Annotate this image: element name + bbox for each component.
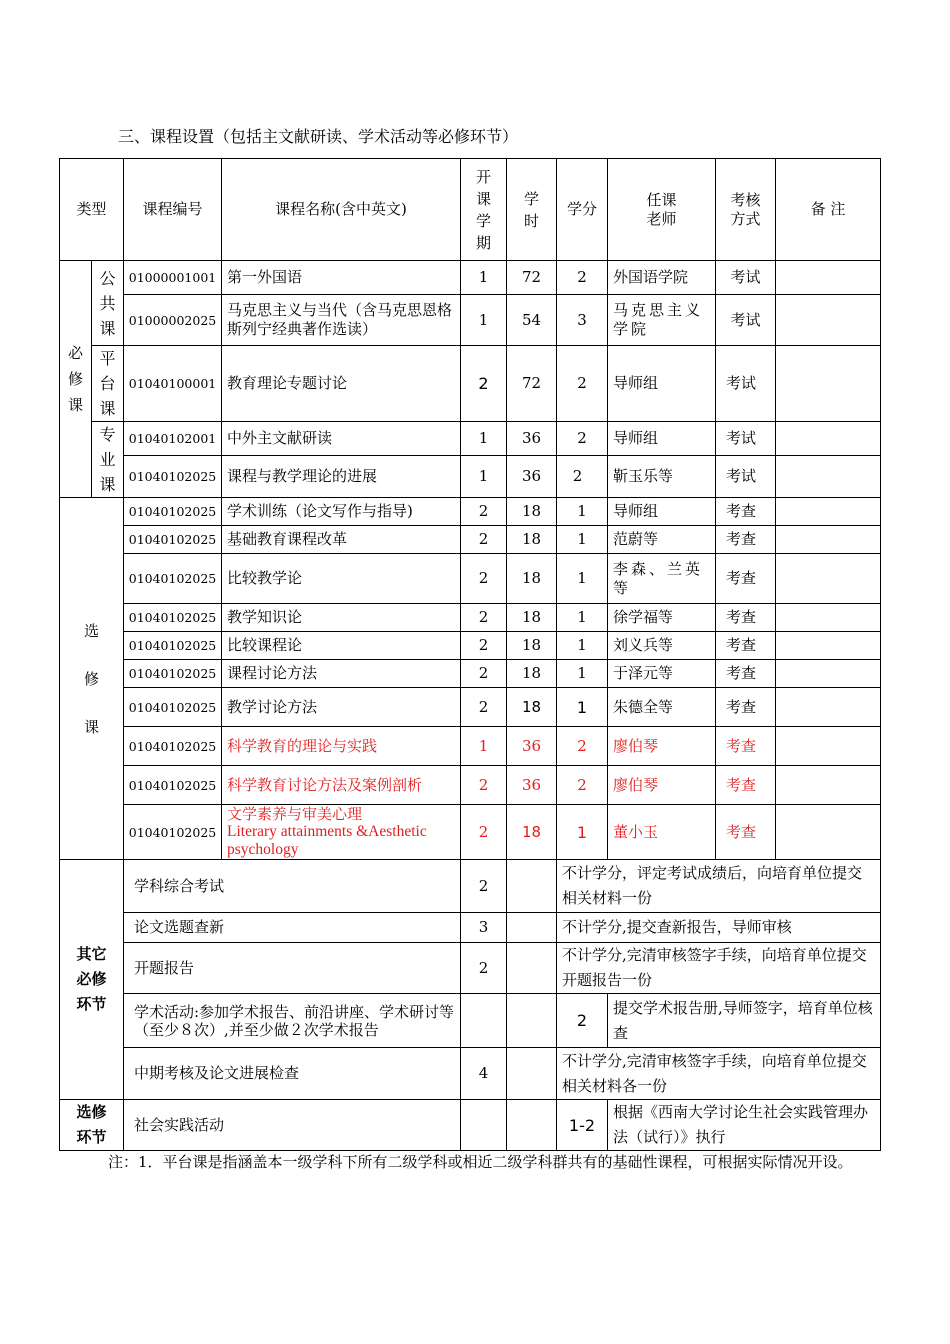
- section-title: 三、课程设置（包括主文献研读、学术活动等必修环节）: [118, 127, 519, 146]
- header-type: 类型: [60, 159, 124, 261]
- table-row: 01040102025 课程与教学理论的进展 1 36 2 靳玉乐等 考试: [60, 456, 881, 498]
- table-row: 01040102025 比较课程论 2 18 1 刘义兵等 考查: [60, 632, 881, 660]
- group-public: 公 共 课: [92, 261, 124, 346]
- table-row: 其它 必修 环节 学科综合考试 2 不计学分，评定考试成绩后，向培育单位提交相关材料一份: [60, 860, 881, 913]
- table-row: 01040102025 课程讨论方法 2 18 1 于泽元等 考查: [60, 660, 881, 688]
- course-table: [59, 158, 881, 1151]
- header-remarks: 备 注: [776, 159, 881, 261]
- header-name: 课程名称(含中英文): [222, 159, 461, 261]
- table-row: 开题报告 2 不计学分,完清审核签字手续，向培育单位提交开题报告一份: [60, 943, 881, 994]
- group-major: 专 业 课: [92, 422, 124, 498]
- header-code: 课程编号: [124, 159, 222, 261]
- group-platform: 平 台 课: [92, 346, 124, 422]
- header-credits: 学分: [557, 159, 608, 261]
- header-row: [60, 159, 881, 261]
- table-row: 01040102025 基础教育课程改革 2 18 1 范蔚等 考查: [60, 526, 881, 554]
- table-row: 学术活动:参加学术报告、前沿讲座、学术研讨等（至少８次）,并至少做２次学术报告 2 提交学术报告册,导师签字，培育单位核查: [60, 994, 881, 1048]
- table-row: 中期考核及论文进展检查 4 不计学分,完清审核签字手续，向培育单位提交相关材料各一份: [60, 1048, 881, 1100]
- table-row: 01040102025 科学教育讨论方法及案例剖析 2 36 2 廖伯琴 考查: [60, 766, 881, 805]
- header-hours: 学 时: [507, 159, 557, 261]
- table-row: 选修 环节 社会实践活动 1-2 根据《西南大学讨论生社会实践管理办法（试行）》执行: [60, 1100, 881, 1151]
- footnote: 注：1．平台课是指涵盖本一级学科下所有二级学科或相近二级学科群共有的基础性课程，可根据实际情况开设。: [108, 1153, 853, 1171]
- table-row: 01040102025 教学知识论 2 18 1 徐学福等 考查: [60, 604, 881, 632]
- table-row: 必修课 公 共 课 01000001001 第一外国语 1 72 2 外国语学院 考试: [60, 261, 881, 295]
- table-row: 01040102025 比较教学论 2 18 1 李森、兰英等 考查: [60, 554, 881, 604]
- table-row: 平 台 课 01040100001 教育理论专题讨论 2 72 2 导师组 考试: [60, 346, 881, 422]
- table-row: 01000002025 马克思主义与当代（含马克思恩格斯列宁经典著作选读） 1 54 3 马克思主义学院 考试: [60, 295, 881, 346]
- group-elective-link: 选修 环节: [60, 1100, 124, 1151]
- table-row: 选 修 课 01040102025 学术训练（论文写作与指导) 2 18 1 导师组 考查: [60, 498, 881, 526]
- header-teacher: 任课 老师: [608, 159, 716, 261]
- group-required: 必修课: [60, 261, 92, 498]
- header-exam: 考核 方式: [716, 159, 776, 261]
- table-row: 论文选题查新 3 不计学分,提交查新报告，导师审核: [60, 913, 881, 943]
- group-elective: 选 修 课: [60, 498, 124, 860]
- group-other: 其它 必修 环节: [60, 860, 124, 1100]
- table-row: 01040102025 文学素养与审美心理 Literary attainments &Aesthetic psychology 2 18 1 董小玉 考查: [60, 805, 881, 860]
- table-row: 01040102025 科学教育的理论与实践 1 36 2 廖伯琴 考查: [60, 727, 881, 766]
- table-row: 专 业 课 01040102001 中外主文献研读 1 36 2 导师组 考试: [60, 422, 881, 456]
- table-row: 01040102025 教学讨论方法 2 18 1 朱德全等 考查: [60, 688, 881, 727]
- header-semester: 开 课 学 期: [461, 159, 507, 261]
